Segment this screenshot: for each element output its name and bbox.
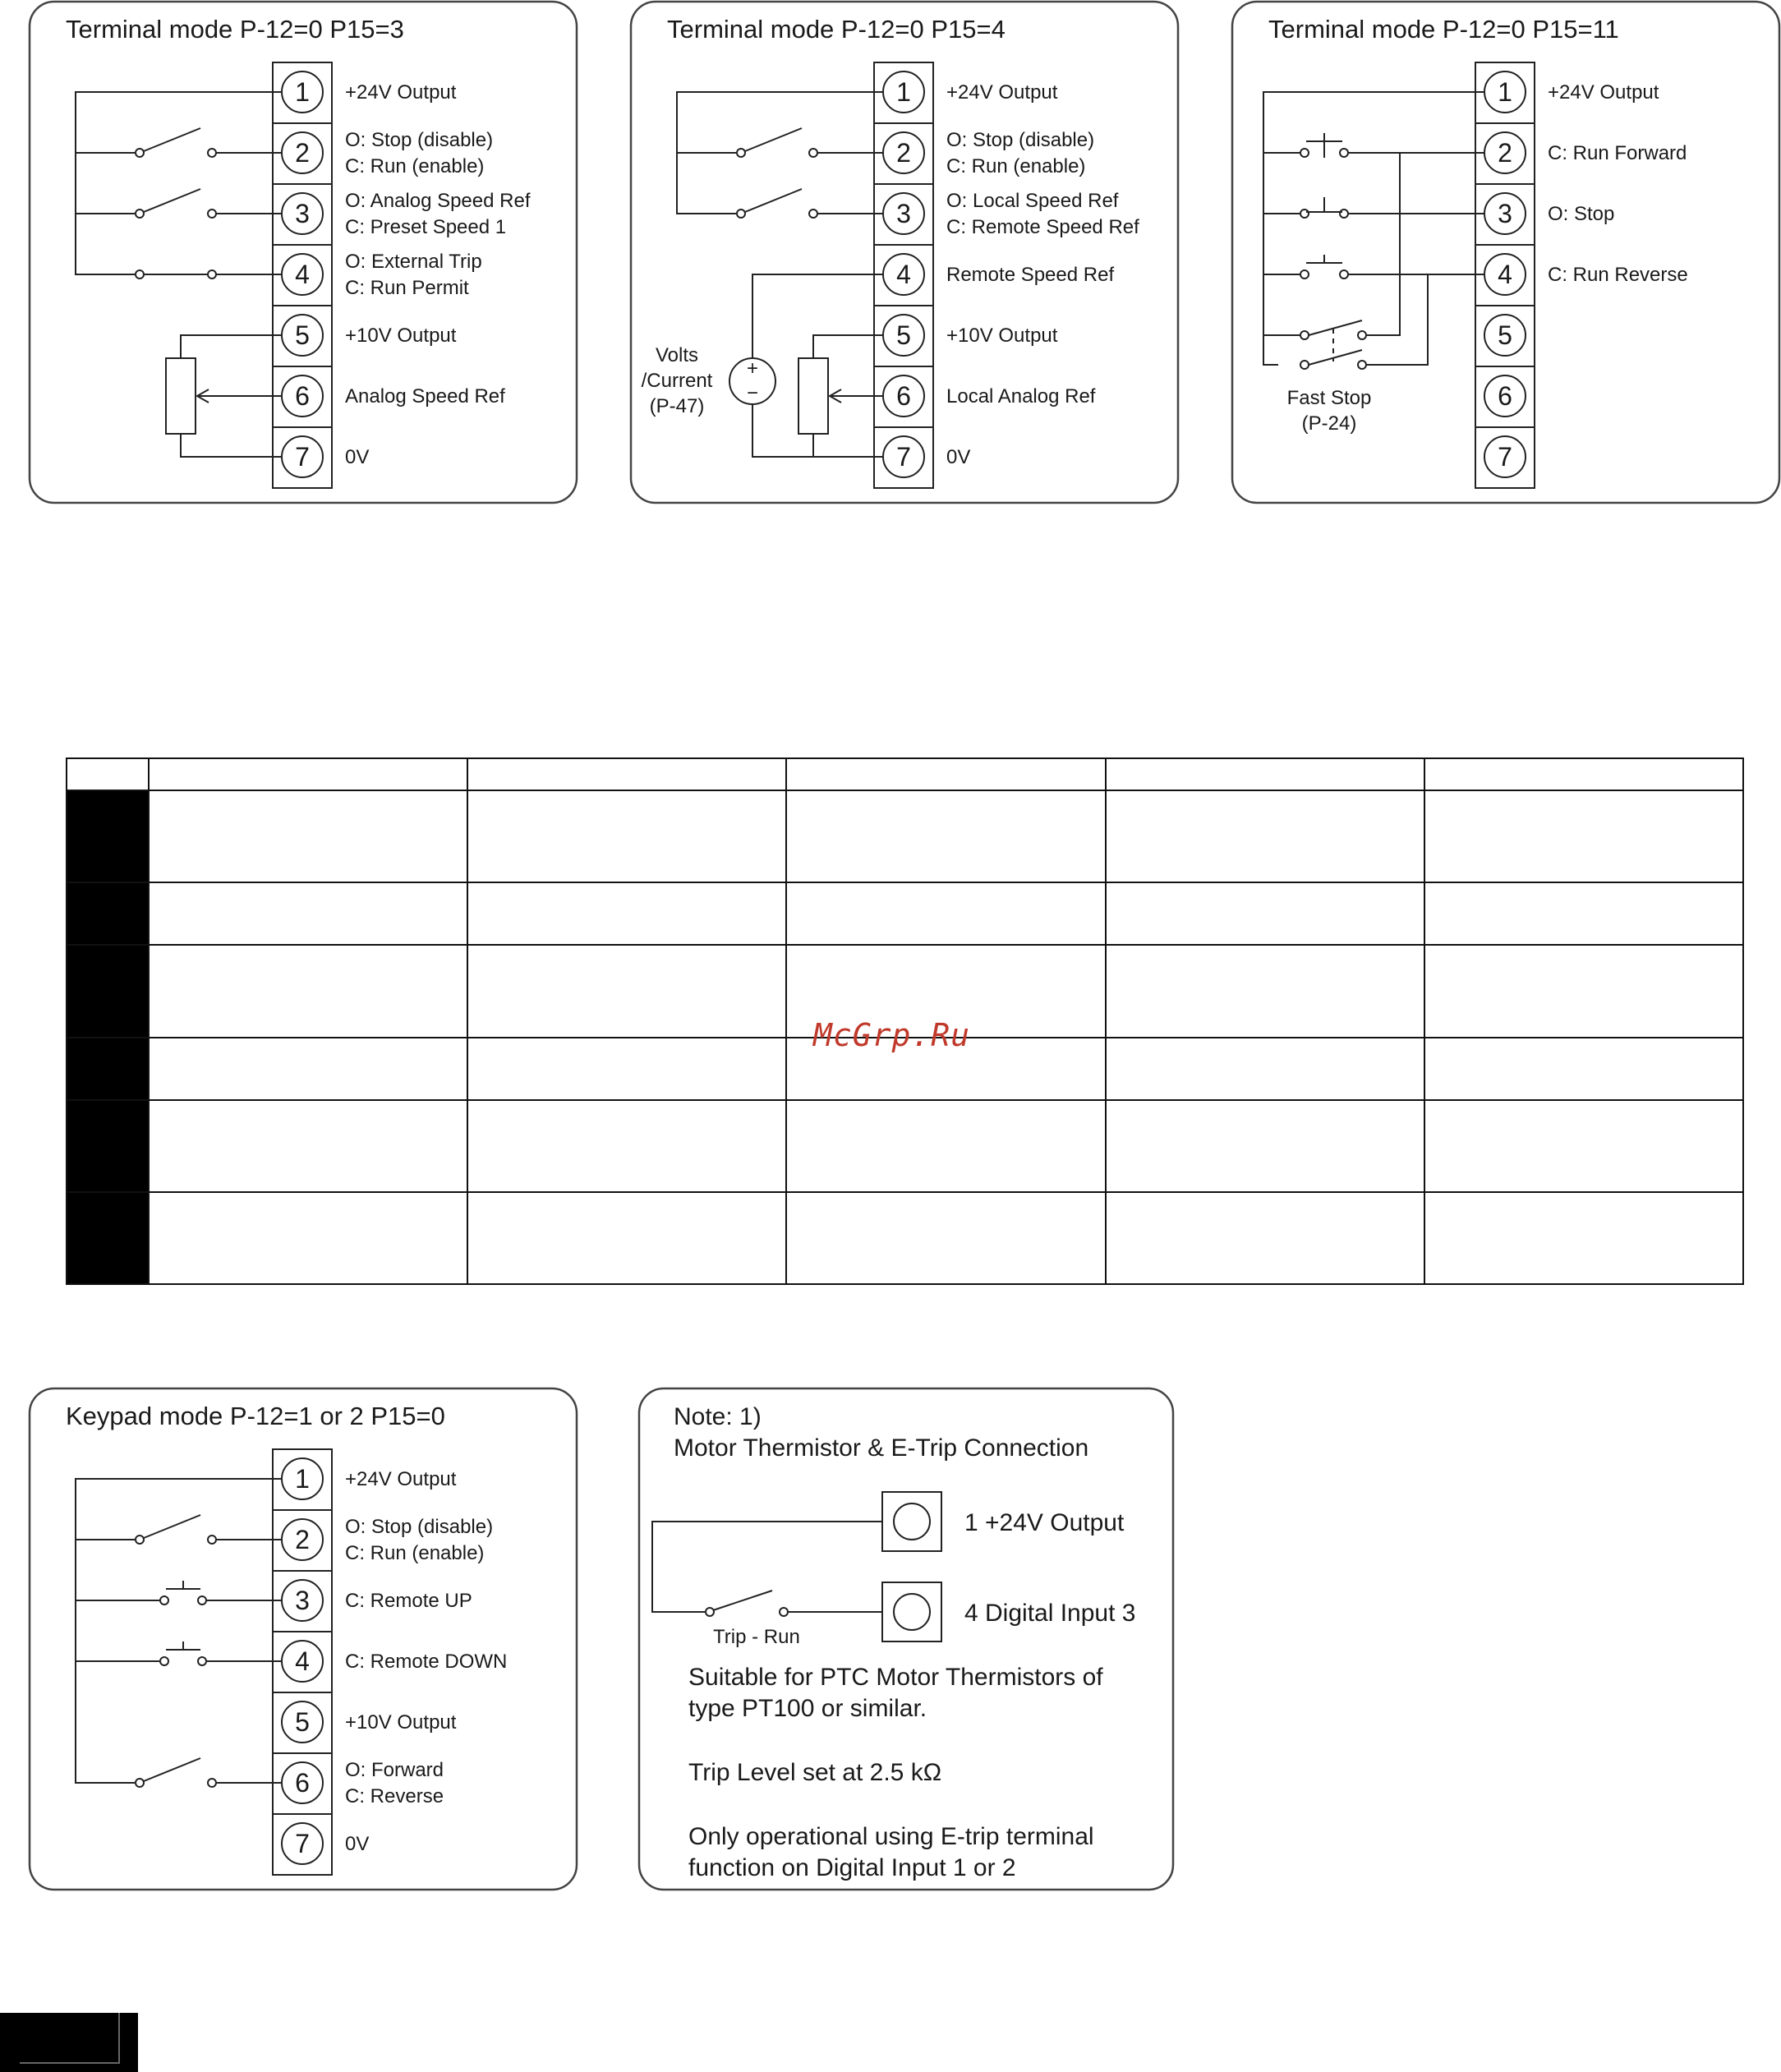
table-side-cell <box>67 1100 149 1192</box>
terminal-label: 0V <box>345 1833 370 1855</box>
terminal-label: C: Run Reverse <box>1548 264 1688 286</box>
terminal-number: 2 <box>295 138 310 168</box>
table-row <box>67 1100 1743 1192</box>
terminal-number: 1 <box>896 77 911 107</box>
terminal-circle <box>894 1594 930 1630</box>
terminal-number: 7 <box>295 1829 310 1858</box>
table-cell <box>467 882 786 945</box>
note-text: type PT100 or similar. <box>688 1695 927 1722</box>
terminal-label: C: Run Permit <box>345 277 469 299</box>
panel-p15-3 <box>28 0 580 509</box>
table-cell <box>786 882 1105 945</box>
table-cell <box>786 758 1105 790</box>
watermark: McGrp.Ru <box>813 1017 971 1053</box>
diagram-p15-3 <box>28 0 580 509</box>
fast-stop-label: Fast Stop <box>1286 387 1372 409</box>
terminal-label: C: Run Forward <box>1548 142 1687 164</box>
terminal-label: Remote Speed Ref <box>946 264 1115 286</box>
panel-title: Keypad mode P-12=1 or 2 P15=0 <box>66 1402 445 1430</box>
note-text: Trip Level set at 2.5 kΩ <box>688 1759 942 1786</box>
terminal-label: C: Remote Speed Ref <box>946 216 1139 238</box>
diagram-keypad <box>28 1387 580 1896</box>
terminal-label: +24V Output <box>946 81 1058 104</box>
terminal-label: 0V <box>345 446 370 468</box>
table-row <box>67 882 1743 945</box>
terminal-number: 1 <box>295 1464 310 1494</box>
terminal-label: +24V Output <box>1548 81 1659 104</box>
table-cell <box>1424 882 1743 945</box>
diagram-p15-4 <box>629 0 1181 509</box>
table-cell <box>149 1038 467 1100</box>
terminal-label: C: Reverse <box>345 1785 444 1807</box>
terminal-label: C: Run (enable) <box>345 155 485 177</box>
note-text: Suitable for PTC Motor Thermistors of <box>688 1664 1103 1691</box>
table-cell <box>1106 1038 1424 1100</box>
source-label: (P-47) <box>649 395 705 417</box>
panel-p15-11 <box>1231 0 1781 509</box>
table-row <box>67 790 1743 882</box>
terminal-number: 2 <box>295 1525 310 1554</box>
note-subtitle: Motor Thermistor & E-Trip Connection <box>674 1434 1089 1462</box>
terminal-number: 7 <box>1498 442 1512 472</box>
table-cell <box>149 758 467 790</box>
terminal-number: 5 <box>295 320 310 350</box>
terminal-circle <box>894 1503 930 1540</box>
table-cell <box>1424 945 1743 1037</box>
terminal-number: 5 <box>295 1707 310 1737</box>
switch-label: Trip - Run <box>713 1626 800 1648</box>
terminal-number: 3 <box>295 199 310 228</box>
panel-title: Terminal mode P-12=0 P15=11 <box>1268 15 1619 44</box>
page-corner-tab-inner <box>20 2013 120 2064</box>
terminal-number: 3 <box>295 1586 310 1615</box>
table-cell <box>467 1038 786 1100</box>
terminal-number: 1 <box>1498 77 1512 107</box>
terminal-label: +24V Output <box>345 1468 457 1490</box>
table-side-cell <box>67 1038 149 1100</box>
table-cell <box>1106 790 1424 882</box>
minus-sign: − <box>746 382 759 404</box>
diagram-p15-11 <box>1231 0 1781 509</box>
table-side-cell <box>67 790 149 882</box>
table-cell <box>786 1192 1105 1284</box>
panel-title: Terminal mode P-12=0 P15=4 <box>667 15 1006 44</box>
terminal-label: C: Run (enable) <box>345 1542 485 1564</box>
source-label: Volts <box>655 344 699 366</box>
terminal-number: 3 <box>1498 199 1512 228</box>
table-cell <box>467 758 786 790</box>
terminal-label: Local Analog Ref <box>946 385 1096 407</box>
terminal-label: +24V Output <box>345 81 457 104</box>
terminal-label: +10V Output <box>345 1711 457 1734</box>
table-cell <box>467 790 786 882</box>
terminal-number: 6 <box>295 381 310 411</box>
table-cell <box>149 790 467 882</box>
table-cell <box>1106 882 1424 945</box>
table-cell <box>1106 1100 1424 1192</box>
table-cell <box>1424 1038 1743 1100</box>
table-cell <box>149 1192 467 1284</box>
panel-p15-4 <box>629 0 1181 509</box>
table-cell <box>467 1100 786 1192</box>
terminal-label: C: Remote DOWN <box>345 1651 508 1673</box>
terminal-number: 5 <box>1498 320 1512 350</box>
table-cell <box>467 945 786 1037</box>
page-corner-tab <box>0 2013 138 2072</box>
source-label: /Current <box>641 370 713 392</box>
terminal-number: 6 <box>1498 381 1512 411</box>
table-cell <box>1424 1100 1743 1192</box>
table-row <box>67 1192 1743 1284</box>
table-cell <box>1424 758 1743 790</box>
table-cell <box>149 1100 467 1192</box>
table-cell <box>1106 758 1424 790</box>
table-cell <box>467 1192 786 1284</box>
table-cell <box>1106 945 1424 1037</box>
terminal-label: O: External Trip <box>345 251 482 273</box>
table-cell <box>1424 790 1743 882</box>
panel-note <box>637 1387 1176 1896</box>
table-cell <box>786 1100 1105 1192</box>
terminal-number: 2 <box>1498 138 1512 168</box>
table-cell <box>1424 1192 1743 1284</box>
terminal-label: O: Forward <box>345 1759 444 1781</box>
terminal-label: C: Preset Speed 1 <box>345 216 507 238</box>
terminal-number: 6 <box>295 1768 310 1798</box>
terminal-bottom-label: 4 Digital Input 3 <box>964 1600 1136 1627</box>
terminal-label: +10V Output <box>345 325 457 347</box>
table-cell <box>67 758 149 790</box>
table-header-row <box>67 758 1743 790</box>
panel-keypad <box>28 1387 580 1896</box>
terminal-number: 4 <box>295 260 310 289</box>
fast-stop-label: (P-24) <box>1301 412 1357 435</box>
terminal-label: +10V Output <box>946 325 1058 347</box>
terminal-number: 3 <box>896 199 911 228</box>
terminal-number: 2 <box>896 138 911 168</box>
terminal-number: 7 <box>896 442 911 472</box>
terminal-number: 4 <box>1498 260 1512 289</box>
diagram-note <box>637 1387 1176 1896</box>
terminal-label: C: Run (enable) <box>946 155 1086 177</box>
plus-sign: + <box>746 357 759 380</box>
terminal-label: O: Local Speed Ref <box>946 190 1119 212</box>
terminal-label: Analog Speed Ref <box>345 385 505 407</box>
table-cell <box>149 882 467 945</box>
terminal-number: 1 <box>295 77 310 107</box>
terminal-number: 7 <box>295 442 310 472</box>
table-side-cell <box>67 882 149 945</box>
table-side-cell <box>67 945 149 1037</box>
table-cell <box>1106 1192 1424 1284</box>
terminal-label: O: Stop <box>1548 203 1615 225</box>
table-cell <box>149 945 467 1037</box>
table-cell <box>786 790 1105 882</box>
terminal-number: 6 <box>896 381 911 411</box>
note-text: function on Digital Input 1 or 2 <box>688 1854 1016 1881</box>
panel-title: Terminal mode P-12=0 P15=3 <box>66 15 404 44</box>
note-text: Only operational using E-trip terminal <box>688 1823 1094 1850</box>
terminal-label: O: Analog Speed Ref <box>345 190 531 212</box>
terminal-number: 4 <box>896 260 911 289</box>
terminal-label: O: Stop (disable) <box>345 129 494 151</box>
terminal-label: C: Remote UP <box>345 1590 472 1612</box>
terminal-number: 4 <box>295 1646 310 1676</box>
terminal-label: O: Stop (disable) <box>345 1516 494 1538</box>
table-side-cell <box>67 1192 149 1284</box>
terminal-label: 0V <box>946 446 971 468</box>
note-title: Note: 1) <box>674 1403 762 1430</box>
terminal-label: O: Stop (disable) <box>946 129 1095 151</box>
terminal-number: 5 <box>896 320 911 350</box>
terminal-top-label: 1 +24V Output <box>964 1509 1125 1536</box>
